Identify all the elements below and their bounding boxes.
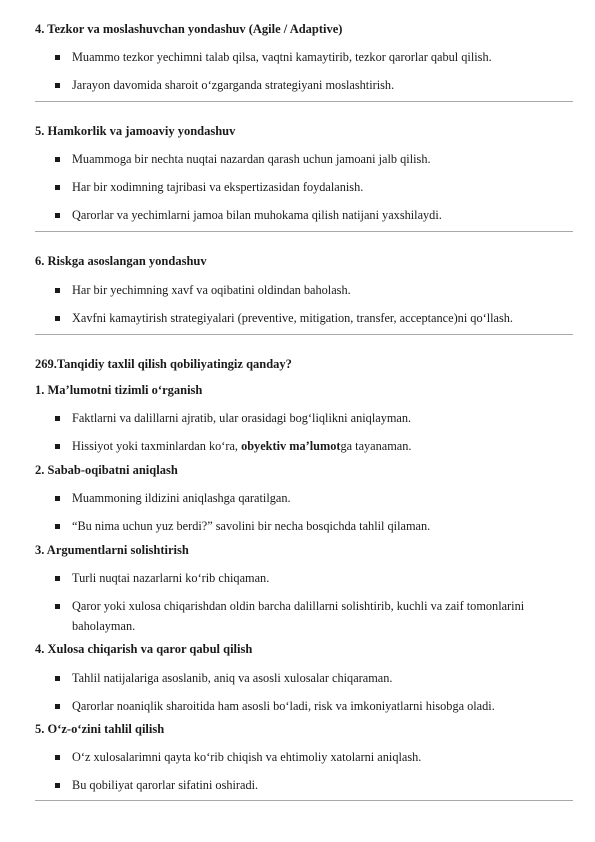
list-item: Faktlarni va dalillarni ajratib, ular orasidagi bog‘liqlikni aniqlayman. bbox=[72, 411, 412, 425]
section-divider bbox=[35, 231, 573, 232]
part-heading: 4. Xulosa chiqarish va qaror qabul qilish bbox=[35, 642, 253, 656]
question-title: 269.Tanqidiy taxlil qilish qobiliyatingiz qanday? bbox=[35, 357, 292, 371]
bullet-icon bbox=[55, 576, 60, 581]
list-item: Muammoning ildizini aniqlashga qaratilgan. bbox=[72, 491, 291, 505]
bullet-icon bbox=[55, 316, 60, 321]
bullet-icon bbox=[55, 755, 60, 760]
list-item: Har bir yechimning xavf va oqibatini oldindan baholash. bbox=[72, 283, 351, 297]
text-run: ga tayanaman. bbox=[340, 439, 412, 453]
bullet-icon bbox=[55, 416, 60, 421]
section-divider bbox=[35, 334, 573, 335]
list-item: Turli nuqtai nazarlarni ko‘rib chiqaman. bbox=[72, 571, 270, 585]
part-heading: 2. Sabab-oqibatni aniqlash bbox=[35, 463, 178, 477]
bullet-icon bbox=[55, 444, 60, 449]
part-heading: 3. Argumentlarni solishtirish bbox=[35, 543, 189, 557]
section-divider bbox=[35, 101, 573, 102]
bullet-icon bbox=[55, 524, 60, 529]
bold-text-run: obyektiv ma’lumot bbox=[241, 439, 341, 453]
section-heading: 6. Riskga asoslangan yondashuv bbox=[35, 254, 207, 268]
section-heading: 5. Hamkorlik va jamoaviy yondashuv bbox=[35, 124, 236, 138]
bullet-icon bbox=[55, 704, 60, 709]
list-item: Tahlil natijalariga asoslanib, aniq va asosli xulosalar chiqaraman. bbox=[72, 671, 393, 685]
bullet-icon bbox=[55, 157, 60, 162]
list-item: Bu qobiliyat qarorlar sifatini oshiradi. bbox=[72, 778, 259, 792]
bullet-icon bbox=[55, 288, 60, 293]
list-item: Har bir xodimning tajribasi va ekspertizasidan foydalanish. bbox=[72, 180, 364, 194]
list-item: “Bu nima uchun yuz berdi?” savolini bir necha bosqichda tahlil qilaman. bbox=[72, 519, 431, 533]
list-item: Muammoga bir nechta nuqtai nazardan qarash uchun jamoani jalb qilish. bbox=[72, 152, 431, 166]
section-heading: 4. Tezkor va moslashuvchan yondashuv (Agile / Adaptive) bbox=[35, 22, 343, 36]
bullet-icon bbox=[55, 604, 60, 609]
bullet-icon bbox=[55, 213, 60, 218]
list-item: Jarayon davomida sharoit o‘zgarganda strategiyani moslashtirish. bbox=[72, 78, 395, 92]
list-item: Xavfni kamaytirish strategiyalari (preventive, mitigation, transfer, acceptance)ni qo‘llash. bbox=[72, 311, 514, 325]
bullet-icon bbox=[55, 676, 60, 681]
bullet-icon bbox=[55, 83, 60, 88]
bullet-icon bbox=[55, 496, 60, 501]
part-heading: 5. O‘z-o‘zini tahlil qilish bbox=[35, 722, 165, 736]
list-item: Qarorlar va yechimlarni jamoa bilan muhokama qilish natijani yaxshilaydi. bbox=[72, 208, 442, 222]
list-item: O‘z xulosalarimni qayta ko‘rib chiqish va ehtimoliy xatolarni aniqlash. bbox=[72, 750, 422, 764]
list-item: Qarorlar noaniqlik sharoitida ham asosli bo‘ladi, risk va imkoniyatlarni hisobga oladi. bbox=[72, 699, 495, 713]
list-item-mixed bbox=[72, 436, 411, 456]
list-item: Qaror yoki xulosa chiqarishdan oldin barcha dalillarni solishtirib, kuchli va zaif tomonlarini baholayman. bbox=[72, 599, 525, 633]
list-item: Muammo tezkor yechimni talab qilsa, vaqtni kamaytirib, tezkor qarorlar qabul qilish. bbox=[72, 50, 492, 64]
section-divider bbox=[35, 800, 573, 801]
part-heading: 1. Ma’lumotni tizimli o‘rganish bbox=[35, 383, 203, 397]
text-run: Hissiyot yoki taxminlardan ko‘ra, bbox=[72, 439, 242, 453]
bullet-icon bbox=[55, 55, 60, 60]
bullet-icon bbox=[55, 783, 60, 788]
bullet-icon bbox=[55, 185, 60, 190]
